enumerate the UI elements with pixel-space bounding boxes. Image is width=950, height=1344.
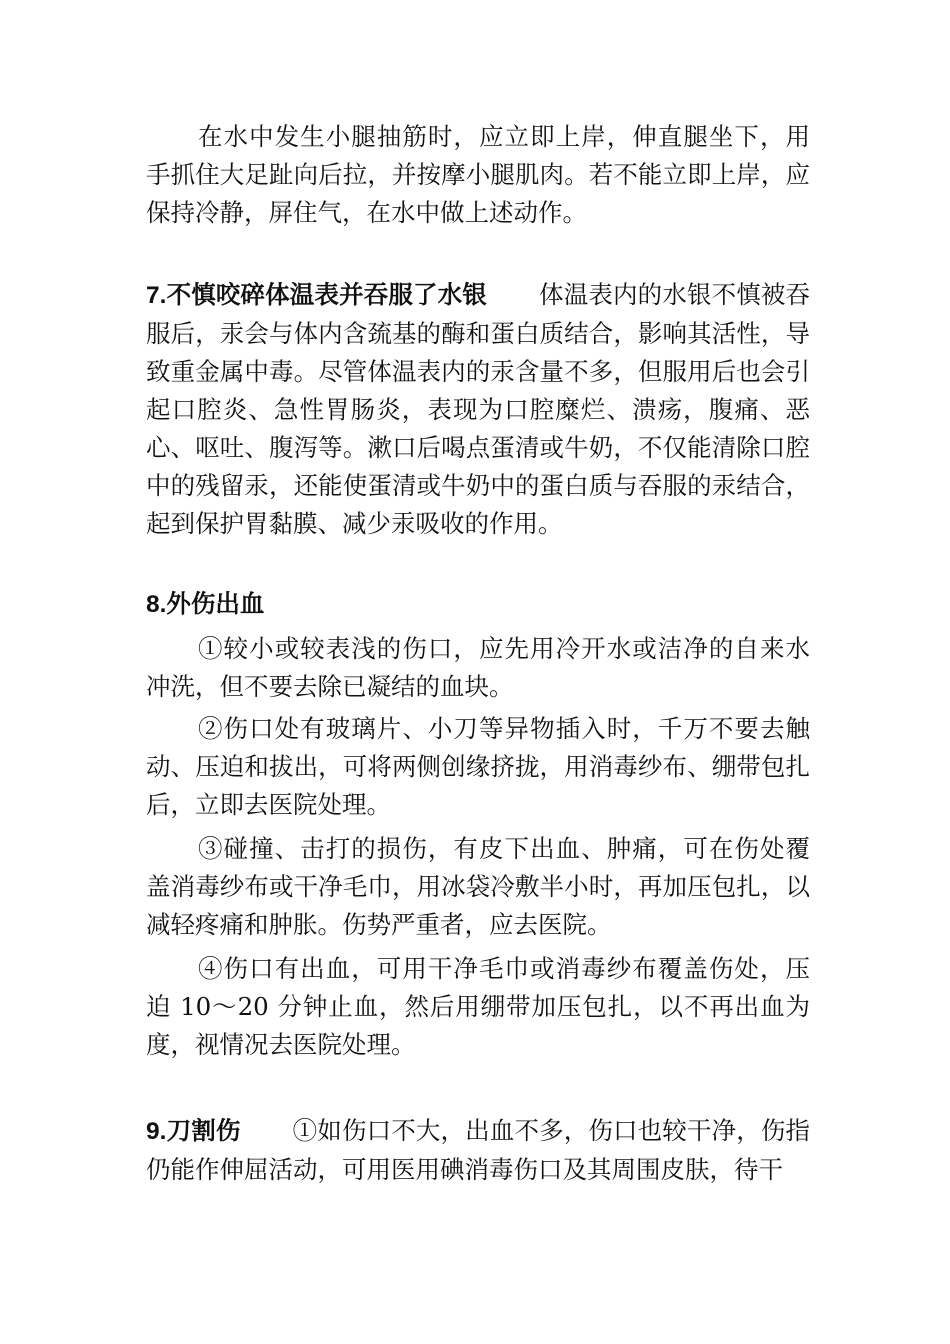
section-8-item-4: ④伤口有出血，可用干净毛巾或消毒纱布覆盖伤处，压迫 10～20 分钟止血，然后用绷带加压包扎，以不再出血为度，视情况去医院处理。 — [146, 954, 810, 1059]
section-8-item-1: ①较小或较表浅的伤口，应先用冷开水或洁净的自来水冲洗，但不要去除已凝结的血块。 — [146, 634, 810, 701]
section-9-body: ①如伤口不大，出血不多，伤口也较干净，伤指仍能作伸屈活动，可用医用碘消毒伤口及其周围皮肤，待干 — [146, 1116, 811, 1184]
section-7-heading: 7.不慎咬碎体温表并吞服了水银 — [146, 282, 487, 309]
intro-paragraph: 在水中发生小腿抽筋时，应立即上岸，伸直腿坐下，用手抓住大足趾向后拉，并按摩小腿肌肉。若不能立即上岸，应保持冷静，屏住气，在水中做上述动作。 — [146, 122, 810, 227]
section-7-paragraph — [146, 276, 810, 543]
section-9-paragraph — [146, 1112, 810, 1189]
section-8-item-2: ②伤口处有玻璃片、小刀等异物插入时，千万不要去触动、压迫和拔出，可将两侧创缘挤拢，用消毒纱布、绷带包扎后，立即去医院处理。 — [146, 714, 810, 819]
section-7-body: 体温表内的水银不慎被吞服后，汞会与体内含巯基的酶和蛋白质结合，影响其活性，导致重金属中毒。尽管体温表内的汞含量不多，但服用后也会引起口腔炎、急性胃肠炎，表现为口腔糜烂、溃疡，腹痛、恶心、呕吐、腹泻等。漱口后喝点蛋清或牛奶，不仅能清除口腔中的残留汞，还能使蛋清或牛奶中的蛋白质与吞服的汞结合，起到保护胃黏膜、减少汞吸收的作用。 — [146, 280, 811, 538]
section-8-item-3: ③碰撞、击打的损伤，有皮下出血、肿痛，可在伤处覆盖消毒纱布或干净毛巾，用冰袋冷敷半小时，再加压包扎，以减轻疼痛和肿胀。伤势严重者，应去医院。 — [146, 834, 810, 939]
section-9-heading: 9.刀割伤 — [146, 1118, 241, 1145]
section-8-heading: 8.外伤出血 — [146, 591, 265, 618]
